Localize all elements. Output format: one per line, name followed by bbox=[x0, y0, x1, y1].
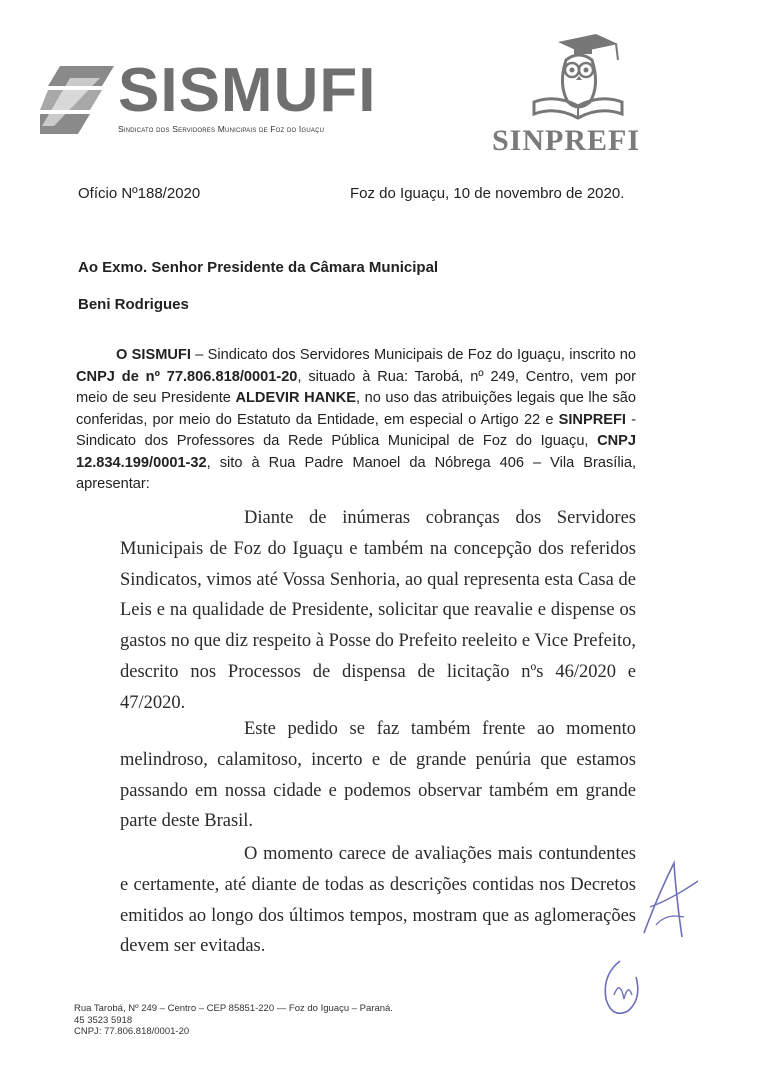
sismufi-logo-subtitle: Sindicato dos Servidores Municipais de Foz do Iguaçu bbox=[118, 124, 325, 134]
intro-paragraph bbox=[76, 345, 636, 496]
handwritten-initials-1 bbox=[636, 855, 700, 945]
sismufi-logo-mark-icon bbox=[40, 64, 114, 136]
body-paragraph-3 bbox=[120, 839, 636, 962]
addressee-name: Beni Rodrigues bbox=[78, 296, 189, 313]
sismufi-logo bbox=[40, 58, 380, 138]
sinprefi-logo-name: SINPREFI bbox=[492, 124, 641, 157]
body-paragraph-2-text: Este pedido se faz também frente ao momento melindroso, calamitoso, incerto e de grande penúria que estamos passando em nossa cidade e podemos observar também em grande parte deste Brasil. bbox=[120, 719, 636, 832]
body-paragraph-2 bbox=[120, 714, 636, 837]
addressee-title: Ao Exmo. Senhor Presidente da Câmara Municipal bbox=[78, 259, 439, 276]
sinprefi-logo bbox=[488, 30, 668, 160]
body-paragraph-1 bbox=[120, 503, 636, 719]
footer bbox=[74, 1003, 393, 1038]
owl-book-icon bbox=[518, 30, 638, 125]
intro-text-5: , sito à Rua Padre Manoel da Nóbrega 406 – Vila Brasília, apresentar: bbox=[76, 454, 636, 492]
intro-bold-sismufi: O SISMUFI bbox=[116, 347, 191, 363]
intro-bold-sinprefi: SINPREFI bbox=[558, 411, 626, 428]
intro-text-2: , situado à Rua: Tarobá, nº 249, Centro, vem por meio de seu Presidente bbox=[76, 368, 636, 406]
handwritten-initials-2 bbox=[598, 955, 646, 1025]
body-paragraph-1-text: Diante de inúmeras cobranças dos Servidores Municipais de Foz do Iguaçu e também na concepção dos referidos Sindicatos, vimos até Vossa Senhoria, ao qual representa esta Casa de Leis e na qualidade de Presidente, solicitar que reavalie e dispense os gastos no que diz respeito à Posse do Prefeito reeleito e Vice Prefeito, descrito nos Processos de dispensa de licitação nºs 46/2020 e 47/2020. bbox=[120, 508, 636, 713]
intro-text-4: - Sindicato dos Professores da Rede Pública Municipal de Foz do Iguaçu, bbox=[76, 411, 636, 449]
place-date: Foz do Iguaçu, 10 de novembro de 2020. bbox=[350, 185, 625, 202]
sismufi-logo-name: SISMUFI bbox=[118, 56, 377, 125]
intro-bold-cnpj-sismufi: CNPJ de nº 77.806.818/0001-20 bbox=[76, 368, 298, 385]
footer-phone: 45 3523 5918 bbox=[74, 1014, 133, 1026]
footer-address: Rua Tarobá, Nº 249 – Centro – CEP 85851-220 — Foz do Iguaçu – Paraná. bbox=[74, 1003, 393, 1014]
intro-bold-president: ALDEVIR HANKE bbox=[235, 390, 356, 406]
footer-cnpj: CNPJ: 77.806.818/0001-20 bbox=[74, 1026, 190, 1037]
intro-bold-cnpj-sinprefi: CNPJ 12.834.199/0001-32 bbox=[76, 433, 636, 471]
intro-text-3: , no uso das atribuições legais que lhe são conferidas, por meio do Estatuto da Entidade, em especial o Artigo 22 e bbox=[76, 390, 637, 428]
intro-text-1: – Sindicato dos Servidores Municipais de Foz do Iguaçu, inscrito no bbox=[190, 347, 636, 363]
body-paragraph-3-text: O momento carece de avaliações mais contundentes e certamente, até diante de todas as descrições contidas nos Decretos emitidos ao longo dos últimos tempos, mostram que as aglomerações devem ser evitadas. bbox=[120, 844, 636, 957]
oficio-number: Ofício Nº188/2020 bbox=[78, 185, 201, 202]
